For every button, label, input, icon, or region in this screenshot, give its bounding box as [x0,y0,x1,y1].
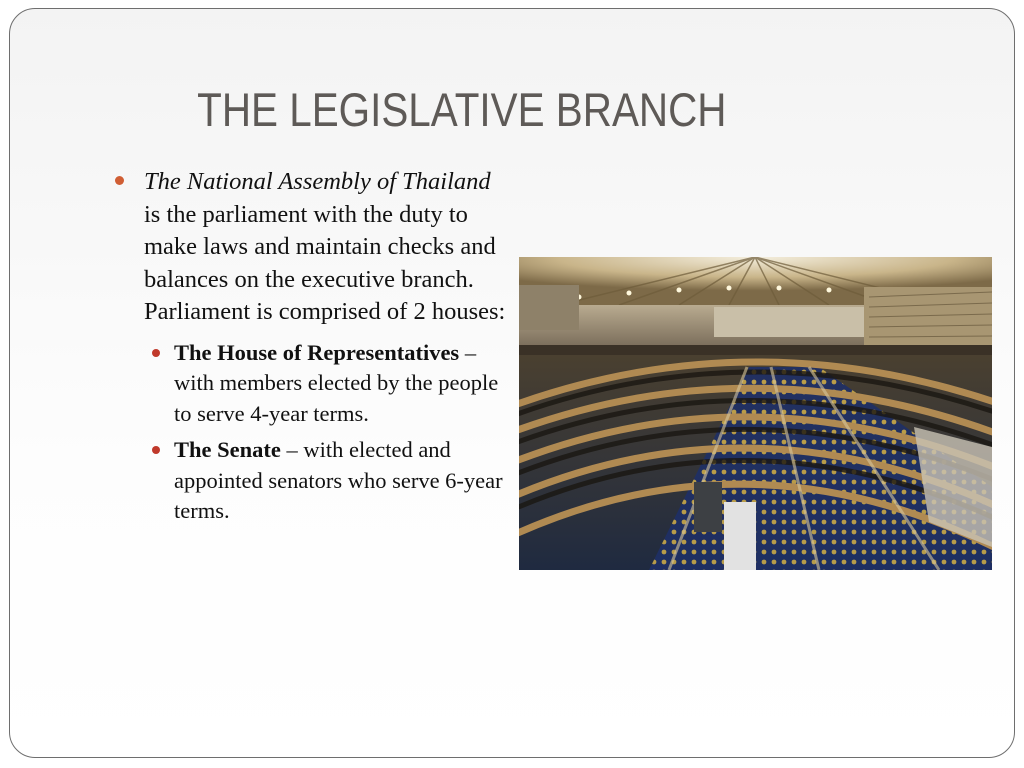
sub-bullet-house [149,338,512,430]
sub-bullet-text: – with elected and appointed senators who serve 6-year terms. [174,437,503,523]
parliament-chamber-photo [519,257,992,570]
sub-bullet-senate [149,435,512,527]
main-bullet-italic: The National Assembly of Thailand [144,168,491,195]
bullet-dot-icon [152,446,160,454]
bullet-dot-icon [115,176,124,185]
bullet-dot-icon [152,349,160,357]
sub-bullet-text: – with members elected by the people to serve 4-year terms. [174,339,499,426]
main-bullet-text: is the parliament with the duty to make laws and maintain checks and balances on the executive branch. Parliament is comprised of 2 houses: [144,200,506,325]
parliament-chamber-illustration [519,257,992,570]
slide-body [112,166,512,533]
slide-title: THE LEGISLATIVE BRANCH [197,83,727,136]
sub-bullet-bold: The Senate [174,437,281,462]
sub-bullet-list [112,338,512,527]
main-bullet [112,166,512,329]
sub-bullet-bold: The House of Representatives [174,339,460,365]
